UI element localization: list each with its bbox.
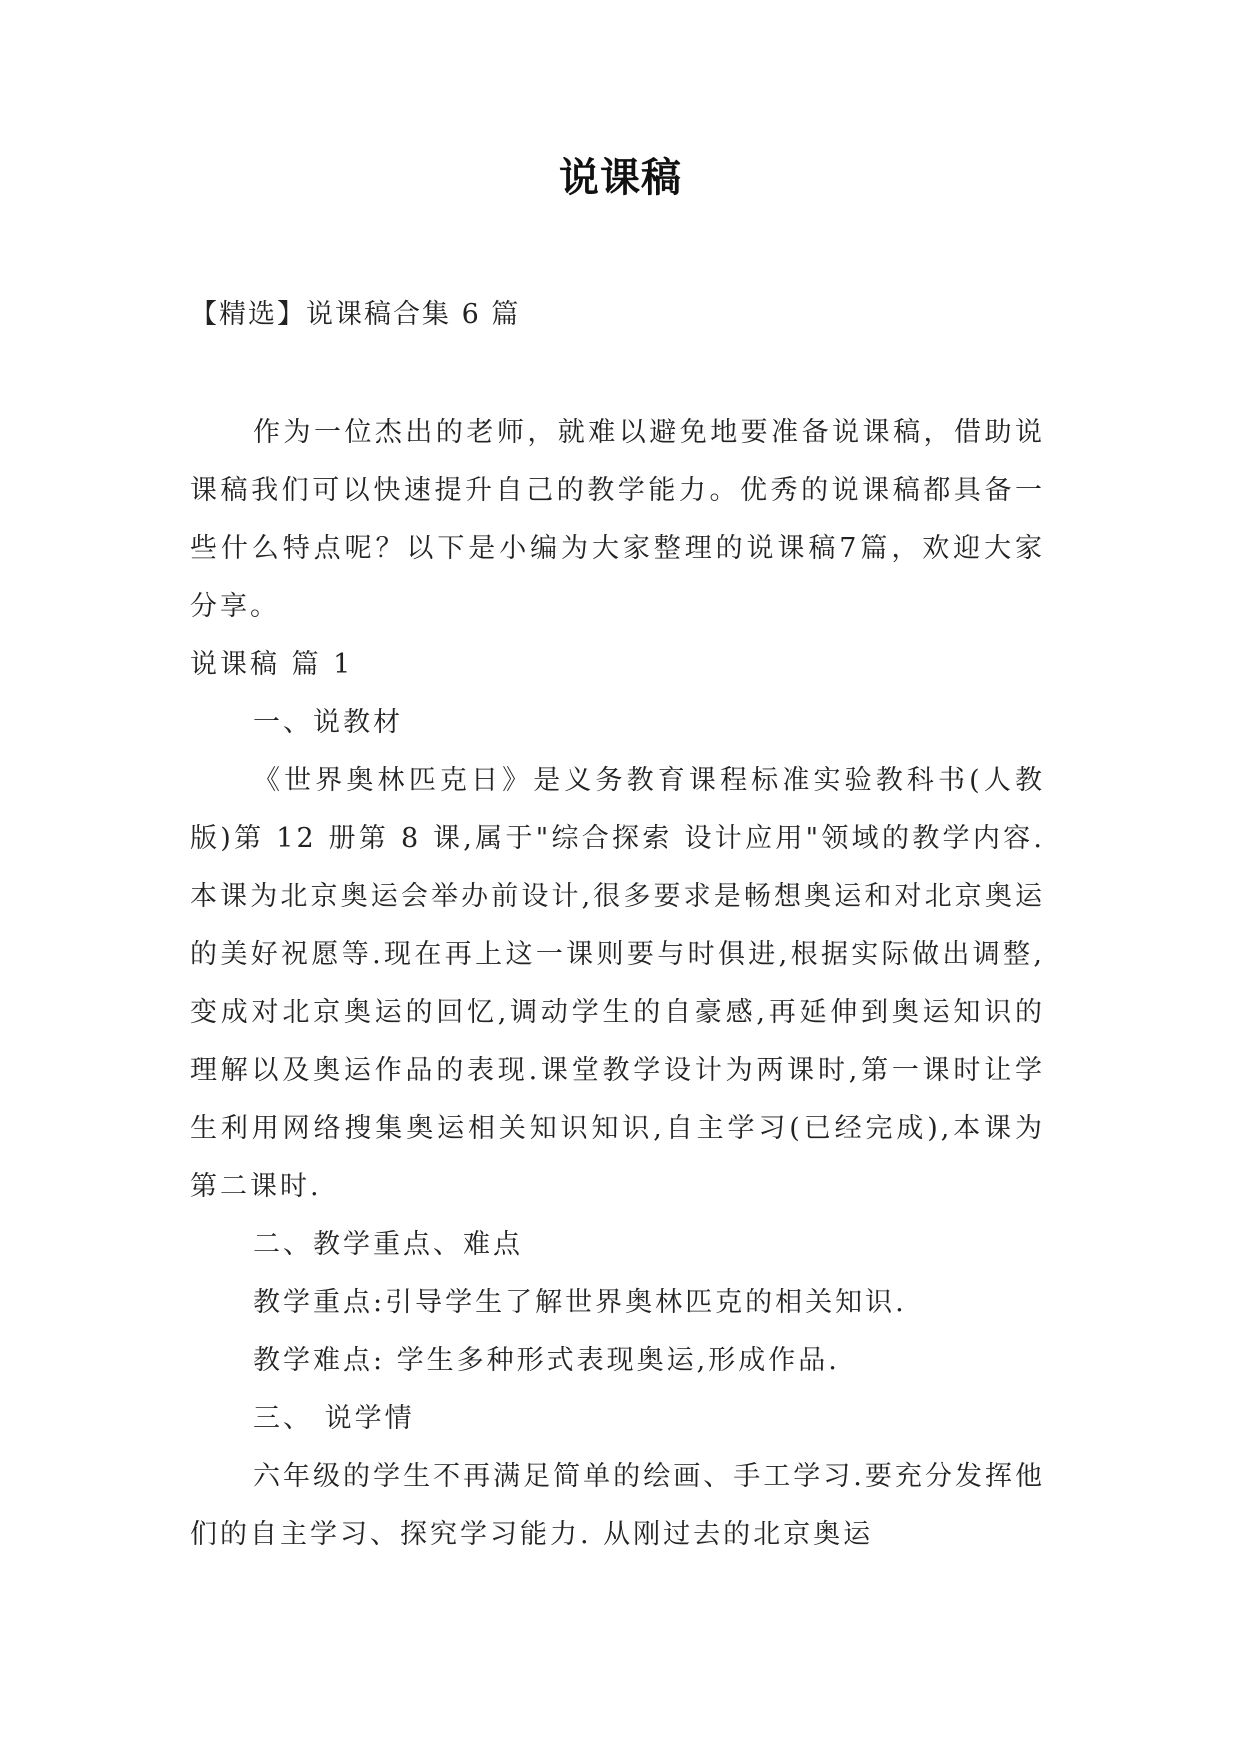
document-subtitle: 【精选】说课稿合集 6 篇 <box>190 299 521 330</box>
subheading-key-points: 二、教学重点、难点 <box>253 1229 523 1260</box>
section-heading: 说课稿 篇 1 <box>190 649 354 680</box>
paragraph-difficulty: 教学难点: 学生多种形式表现奥运,形成作品. <box>253 1345 840 1376</box>
paragraph-textbook: 《世界奥林匹克日》是义务教育课程标准实验教科书(人教版)第 12 册第 8 课,属于"综合探索 设计应用"领域的教学内容.本课为北京奥运会举办前设计,很多要求是畅想奥运和对北京奥运的美好祝愿等.现在再上这一课则要与时俱进,根据实际做出调整,变成对北京奥运的回忆,调动学生的自豪感,再延伸到奥运知识的理解以及奥运作品的表现.课堂教学设计为两课时,第一课时让学生利用网络搜集奥运相关知识知识,自主学习(已经完成),本课为第二课时. <box>190 765 1045 1202</box>
intro-paragraph: 作为一位杰出的老师，就难以避免地要准备说课稿，借助说课稿我们可以快速提升自己的教学能力。优秀的说课稿都具备一些什么特点呢？以下是小编为大家整理的说课稿7篇，欢迎大家分享。 <box>190 417 1045 622</box>
paragraph-key-point: 教学重点:引导学生了解世界奥林匹克的相关知识. <box>253 1287 907 1318</box>
paragraph-student-analysis: 六年级的学生不再满足简单的绘画、手工学习.要充分发挥他们的自主学习、探究学习能力. 从刚过去的北京奥运 <box>190 1461 1045 1550</box>
subheading-textbook: 一、说教材 <box>253 707 403 738</box>
document-title: 说课稿 <box>559 155 682 201</box>
document-body <box>190 404 1045 1564</box>
subheading-student-analysis: 三、 说学情 <box>253 1403 415 1434</box>
